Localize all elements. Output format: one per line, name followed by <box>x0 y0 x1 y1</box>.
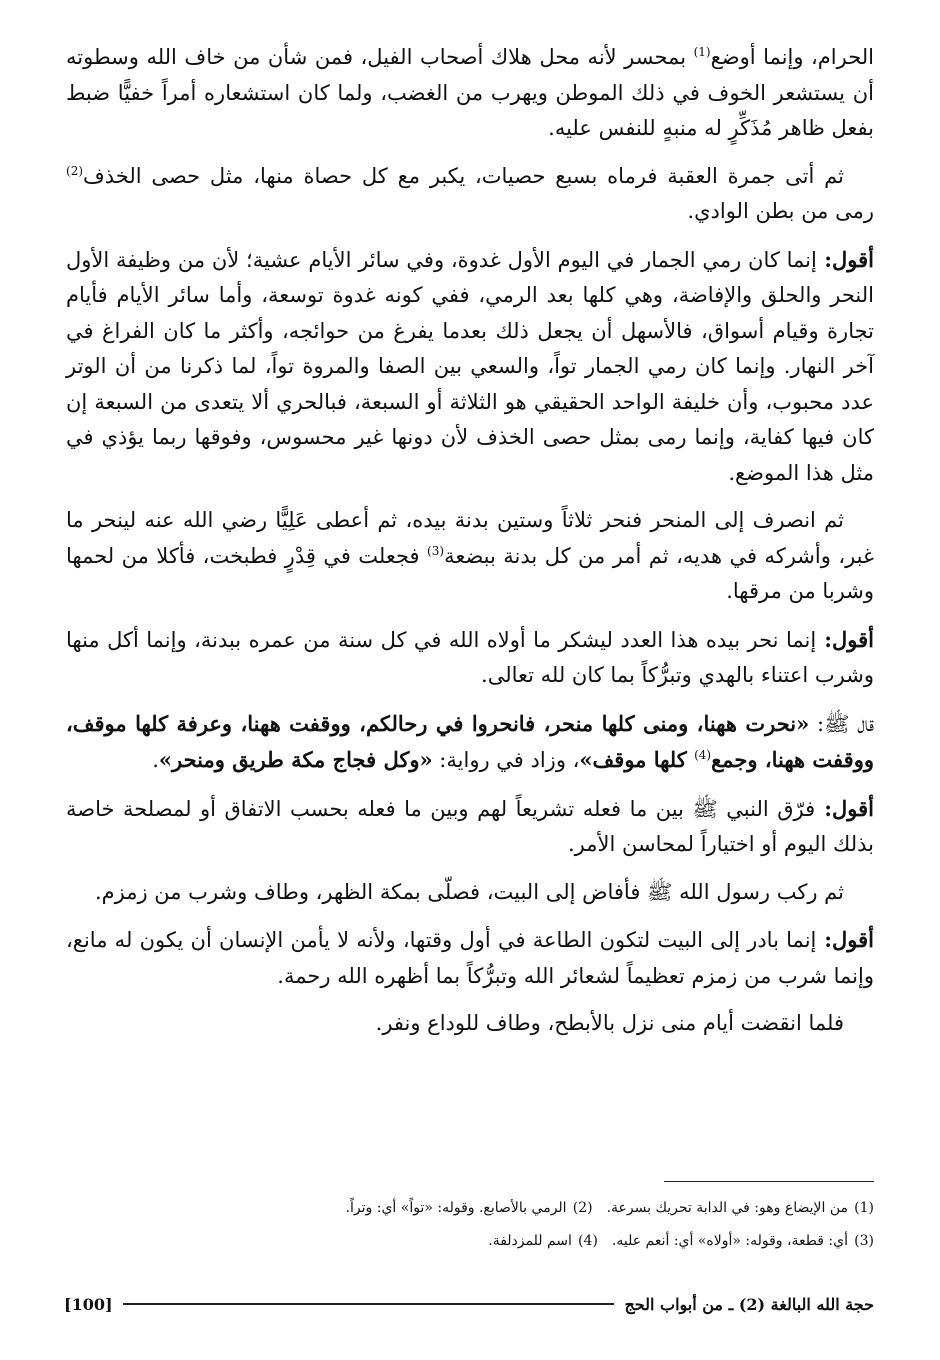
text-run: إنما كان رمي الجمار في اليوم الأول غدوة، وفي سائر الأيام عشية؛ لأن من وظيفة الأول النحر والحلق والإفاضة، وهي كلها بعد الرمي، ففي كونه غدوة توسعة، وأما سائر الأيام فأيام تجارة وقيام أسواق، فالأسهل أن يجعل ذلك بعدما يفرغ من حوائجه، وأكثر ما كان الفراغ في آخر النهار. وإنما كان رمي الجمار تواً، والسعي بين الصفا والمروة تواً، لما ذكرنا من أن الوتر عدد محبوب، وأن خليفة الواحد الحقيقي هو الثلاثة أو السبعة، فبالحري ألا يتعدى من السبعة إن كان فيها كفاية، وإنما رمى بمثل حصى الخذف لأن دونها غير محسوس، وفوقها ربما يؤذي في مثل هذا الموضع. <box>66 247 874 485</box>
bold-text: أقول: <box>815 795 874 821</box>
footnote-separator <box>664 1181 874 1182</box>
page-number: [100] <box>64 1294 113 1314</box>
paragraph <box>66 875 874 911</box>
footnote-text: اسم للمزدلفة. <box>488 1233 572 1249</box>
footnote-line <box>66 1225 874 1258</box>
paragraph <box>66 791 874 863</box>
footnote-text: من الإيضاع وهو: في الدابة تحريك بسرعة. <box>606 1200 848 1216</box>
footnote-marker: (3) <box>427 543 445 558</box>
footnote-number: (2) <box>572 1200 593 1216</box>
text-run: بمحسر لأنه محل هلاك أصحاب الفيل، فمن شأن من خاف الله وسطوته أن يستشعر الخوف في ذلك الموطن ويهرب من الغضب، ولما كان استشعاره أمراً خفيًّا ضبط بفعل ظاهر مُذَكِّرٍ له منبهٍ للنفس عليه. <box>66 45 874 140</box>
footnotes <box>66 1192 874 1258</box>
bold-text: «نحرت ههنا، ومنى كلها منحر، فانحروا في رحالكم، ووقفت ههنا، وعرفة كلها موقف، ووقفت ههنا، وجمع <box>66 710 874 772</box>
footnote-marker: (4) <box>694 748 712 762</box>
paragraph <box>66 503 874 610</box>
bold-text: كلها موقف» <box>579 747 695 772</box>
text-run: فلما انقضت أيام منى نزل بالأبطح، وطاف للوداع ونفر. <box>375 1011 844 1035</box>
text-run: . <box>152 748 159 772</box>
running-title: حجة الله البالغة (2) ـ من أبواب الحج <box>624 1294 874 1314</box>
text-run: فرّق النبي ﷺ بين ما فعله تشريعاً لهم وبين ما فعله بحسب الاتفاق أو لمصلحة خاصة بذلك اليوم أو اختياراً لمحاسن الأمر. <box>66 796 874 856</box>
text-run: ثم أتى جمرة العقبة فرماه بسبع حصيات، يكبر مع كل حصاة منها، مثل حصى الخذف <box>83 163 844 188</box>
footnote-number: (4) <box>578 1233 598 1249</box>
text-run: ، وزاد في رواية: <box>432 748 580 772</box>
paragraph <box>66 922 874 994</box>
paragraph <box>66 40 874 147</box>
paragraph <box>66 159 874 230</box>
footnote-text: الرمي بالأصابع. وقوله: «تواً» أي: وتراً. <box>345 1200 567 1216</box>
paragraph <box>66 622 874 694</box>
paragraph <box>66 706 874 779</box>
footnote-text: أي: قطعة، وقوله: «أولاه» أي: أنعم عليه. <box>611 1233 848 1249</box>
text-run: ثم ركب رسول الله ﷺ فأفاض إلى البيت، فصلّى بمكة الظهر، وطاف وشرب من زمزم. <box>94 879 844 904</box>
text-run: قال ﷺ: <box>809 711 874 736</box>
text-run: رمى من بطن الوادي. <box>687 199 874 223</box>
text-run: ثم انصرف إلى المنحر فنحر ثلاثاً وستين بدنة بيده، ثم أعطى عَلِيًّا رضي الله عنه لينحر ما غبر، وأشركه في هديه، ثم أمر من كل بدنة ببضعة <box>66 508 875 568</box>
bold-text: أقول: <box>816 246 874 272</box>
footnote-number: (1) <box>854 1200 874 1216</box>
paragraph <box>66 242 874 492</box>
footnote-marker: (2) <box>66 163 84 178</box>
footnote-line <box>66 1192 874 1225</box>
text-run: إنما بادر إلى البيت لتكون الطاعة في أول وقتها، ولأنه لا يأمن الإنسان أن يكون له مانع، وإنما شرب من زمزم تعظيماً لشعائر الله وتبرُّكاً بما أظهره الله رحمة. <box>66 928 874 988</box>
text-run: إنما نحر بيده هذا العدد ليشكر ما أولاه الله في كل سنة من عمره ببدنة، وإنما أكل منها وشرب اعتناء بالهدي وتبرُّكاً بما كان لله تعالى. <box>66 627 874 687</box>
footnote-marker: (1) <box>693 45 711 59</box>
page-footer <box>64 1290 874 1318</box>
bold-text: «وكل فجاج مكة طريق ومنحر» <box>158 747 433 772</box>
bold-text: أقول: <box>816 927 874 952</box>
paragraph <box>66 1006 874 1042</box>
footer-rule <box>123 1303 615 1305</box>
text-run: فجعلت في قِدْرٍ فطبخت، فأكلا من لحمها وشربا من مرقها. <box>66 543 874 603</box>
main-text <box>66 40 874 1054</box>
text-run: الحرام، وإنما أوضع <box>710 45 874 69</box>
bold-text: أقول: <box>816 626 874 652</box>
footnote-number: (3) <box>854 1233 874 1249</box>
